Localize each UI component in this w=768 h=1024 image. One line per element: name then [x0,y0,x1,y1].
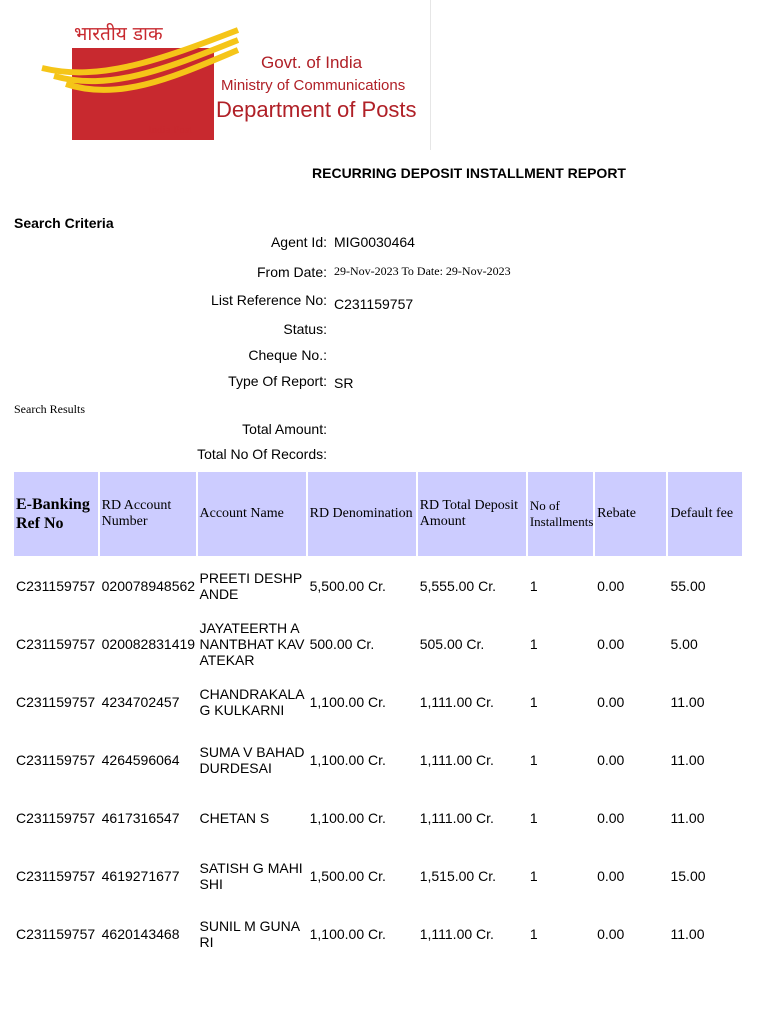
india-post-logo [40,20,430,145]
col-header-installments: No of Installments [528,472,593,556]
search-criteria-heading: Search Criteria [14,215,114,231]
cell-installments: 1 [529,810,538,826]
cell-rd-account: 4234702457 [101,694,180,710]
cell-rd-denomination: 1,100.00 Cr. [309,752,386,768]
logo-subtitle: India Post [148,124,193,136]
cell-default-fee: 11.00 [670,694,705,710]
cell-default-fee: 15.00 [670,868,706,884]
cell-rebate: 0.00 [597,752,625,768]
agent-id-value: MIG0030464 [334,234,415,250]
cell-rd-denomination: 500.00 Cr. [309,636,375,652]
cell-default-fee: 11.00 [670,926,705,942]
cell-default-fee: 5.00 [670,636,698,652]
cell-rd-total-deposit: 505.00 Cr. [419,636,485,652]
results-table [12,470,744,964]
cell-rd-denomination: 1,500.00 Cr. [309,868,386,884]
cell-ebanking-ref: C231159757 [16,636,96,652]
cell-installments: 1 [529,694,538,710]
cell-rd-denomination: 1,100.00 Cr. [309,926,386,942]
cell-rebate: 0.00 [597,868,625,884]
table-row [14,674,742,730]
ministry-label: Ministry of Communications [221,77,406,94]
col-header-account-name: Account Name [198,472,306,556]
cell-installments: 1 [529,636,538,652]
report-type-label: Type Of Report: [228,373,327,389]
report-title: RECURRING DEPOSIT INSTALLMENT REPORT [312,165,626,181]
table-row [14,732,742,788]
cell-ebanking-ref: C231159757 [16,868,96,884]
cell-rd-total-deposit: 1,111.00 Cr. [419,752,494,768]
cell-rebate: 0.00 [597,810,625,826]
cell-installments: 1 [529,868,538,884]
cell-rd-denomination: 1,100.00 Cr. [309,810,386,826]
cell-rd-account: 4620143468 [101,926,180,942]
cell-rd-total-deposit: 1,515.00 Cr. [419,868,496,884]
cell-rd-denomination: 5,500.00 Cr. [309,578,386,594]
agent-id-label: Agent Id: [270,234,327,250]
cell-account-name: JAYATEERTH ANANTBHAT KAVATEKAR [199,620,305,668]
col-header-ebanking-ref: E-Banking Ref No [14,472,98,556]
cell-ebanking-ref: C231159757 [16,926,96,942]
cell-default-fee: 11.00 [670,810,705,826]
logo-hindi-text: भारतीय डाक [74,23,163,45]
cell-rebate: 0.00 [597,578,625,594]
cell-rd-denomination: 1,100.00 Cr. [309,694,386,710]
cell-rd-total-deposit: 1,111.00 Cr. [419,810,494,826]
cell-rd-account: 4619271677 [101,868,180,884]
table-header-row [14,472,742,556]
cell-ebanking-ref: C231159757 [16,752,96,768]
search-results-heading: Search Results [14,402,85,416]
cell-default-fee: 55.00 [670,578,706,594]
date-range-value: 29-Nov-2023 To Date: 29-Nov-2023 [334,264,511,278]
cell-default-fee: 11.00 [670,752,705,768]
col-header-rd-denomination: RD Denomination [308,472,416,556]
status-label: Status: [283,321,327,337]
col-header-rebate: Rebate [595,472,666,556]
total-amount-label: Total Amount: [242,421,327,437]
cell-installments: 1 [529,752,538,768]
divider [430,0,431,150]
cell-account-name: SATISH G MAHISHI [199,860,303,892]
report-type-value: SR [334,375,354,391]
total-records-label: Total No Of Records: [197,446,327,462]
cell-account-name: CHANDRAKALA G KULKARNI [199,686,304,718]
cell-ebanking-ref: C231159757 [16,578,96,594]
table-row [14,558,742,614]
cell-ebanking-ref: C231159757 [16,694,96,710]
cell-rd-account: 020082831419 [101,636,196,652]
cell-rd-total-deposit: 5,555.00 Cr. [419,578,496,594]
cell-rebate: 0.00 [597,636,625,652]
cell-rebate: 0.00 [597,926,625,942]
cell-installments: 1 [529,926,538,942]
cell-ebanking-ref: C231159757 [16,810,96,826]
list-reference-value: C231159757 [334,296,414,312]
table-row [14,906,742,962]
from-date-label: From Date: [256,264,327,280]
col-header-rd-account: RD Account Number [100,472,196,556]
table-row [14,790,742,846]
col-header-rd-total-deposit: RD Total Deposit Amount [418,472,526,556]
list-reference-label: List Reference No: [211,292,327,308]
cell-account-name: SUNIL M GUNARI [199,918,301,950]
govt-label: Govt. of India [261,53,363,72]
col-header-default-fee: Default fee [668,472,742,556]
department-label: Department of Posts [216,97,417,122]
table-row [14,616,742,672]
cell-account-name: CHETAN S [199,810,270,826]
cell-rd-total-deposit: 1,111.00 Cr. [419,926,494,942]
cell-rd-account: 4264596064 [101,752,180,768]
cell-account-name: SUMA V BAHADDURDESAI [199,744,305,776]
cell-rd-account: 4617316547 [101,810,180,826]
table-row [14,848,742,904]
cell-installments: 1 [529,578,538,594]
cell-rd-account: 020078948562 [101,578,196,594]
cell-rebate: 0.00 [597,694,625,710]
cell-account-name: PREETI DESHPANDE [199,570,303,602]
cell-rd-total-deposit: 1,111.00 Cr. [419,694,494,710]
cheque-no-label: Cheque No.: [248,347,327,363]
